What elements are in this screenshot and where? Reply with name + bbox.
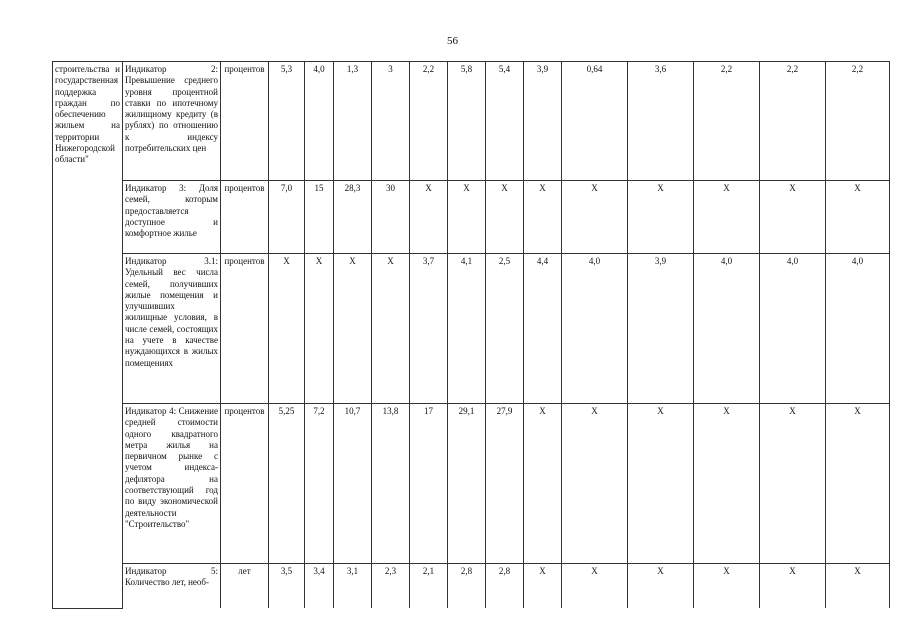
value-cell: X bbox=[760, 564, 826, 609]
value-cell: 2,8 bbox=[448, 564, 486, 609]
value-cell: 4,1 bbox=[448, 254, 486, 404]
value-cell: 5,8 bbox=[448, 62, 486, 181]
unit-cell: процентов bbox=[221, 404, 269, 564]
table-row bbox=[53, 181, 890, 254]
value-cell: 2,2 bbox=[410, 62, 448, 181]
value-cell: 0,64 bbox=[562, 62, 628, 181]
indicator-cell: Индикатор 3.1: Удельный вес числа семей, получивших жилые помещения и улучшивших жилищные условия, в числе семей, состоящих на учете в качестве нуждающихся в жилых помещениях bbox=[123, 254, 221, 404]
value-cell: X bbox=[524, 404, 562, 564]
value-cell: 2,8 bbox=[486, 564, 524, 609]
value-cell: X bbox=[826, 181, 890, 254]
value-cell: X bbox=[562, 404, 628, 564]
value-cell: 15 bbox=[305, 181, 334, 254]
value-cell: X bbox=[562, 181, 628, 254]
value-cell: X bbox=[410, 181, 448, 254]
value-cell: X bbox=[372, 254, 410, 404]
unit-cell: процентов bbox=[221, 181, 269, 254]
value-cell: 2,1 bbox=[410, 564, 448, 609]
value-cell: X bbox=[562, 564, 628, 609]
value-cell: 7,2 bbox=[305, 404, 334, 564]
value-cell: 2,2 bbox=[826, 62, 890, 181]
value-cell: 5,3 bbox=[269, 62, 305, 181]
value-cell: 2,2 bbox=[760, 62, 826, 181]
value-cell: 7,0 bbox=[269, 181, 305, 254]
page-number: 56 bbox=[447, 35, 458, 47]
value-cell: 10,7 bbox=[334, 404, 372, 564]
table-row bbox=[53, 404, 890, 564]
value-cell: 30 bbox=[372, 181, 410, 254]
value-cell: X bbox=[524, 181, 562, 254]
value-cell: 3,4 bbox=[305, 564, 334, 609]
value-cell: 4,0 bbox=[826, 254, 890, 404]
value-cell: X bbox=[628, 564, 694, 609]
value-cell: 4,0 bbox=[305, 62, 334, 181]
value-cell: X bbox=[694, 181, 760, 254]
value-cell: 1,3 bbox=[334, 62, 372, 181]
value-cell: X bbox=[826, 404, 890, 564]
value-cell: 27,9 bbox=[486, 404, 524, 564]
value-cell: X bbox=[628, 181, 694, 254]
value-cell: X bbox=[486, 181, 524, 254]
value-cell: 3,9 bbox=[524, 62, 562, 181]
unit-cell: процентов bbox=[221, 254, 269, 404]
value-cell: 3 bbox=[372, 62, 410, 181]
value-cell: 17 bbox=[410, 404, 448, 564]
indicator-cell: Индикатор 4: Снижение средней стоимости одного квадратного метра жилья на первичном рынке с учетом индекса-дефлятора на соответствующий год по виду экономической деятельности "Строительство" bbox=[123, 404, 221, 564]
value-cell: 4,0 bbox=[562, 254, 628, 404]
indicator-cell: Индикатор 5: Количество лет, необ- bbox=[123, 564, 221, 609]
indicator-cell: Индикатор 3: Доля семей, которым предоставляется доступное и комфортное жилье bbox=[123, 181, 221, 254]
value-cell: X bbox=[305, 254, 334, 404]
table-row bbox=[53, 62, 890, 181]
unit-cell: процентов bbox=[221, 62, 269, 181]
value-cell: 13,8 bbox=[372, 404, 410, 564]
goal-cell: строительства и государственная поддержка граждан по обеспечению жильем на территории Нижегородской области" bbox=[53, 62, 123, 609]
table-row bbox=[53, 254, 890, 404]
value-cell: X bbox=[760, 181, 826, 254]
value-cell: 4,0 bbox=[694, 254, 760, 404]
indicator-cell: Индикатор 2: Превышение среднего уровня процентной ставки по ипотечному жилищному кредиту (в рублях) по отношению к индексу потребительских цен bbox=[123, 62, 221, 181]
value-cell: X bbox=[826, 564, 890, 609]
value-cell: X bbox=[694, 404, 760, 564]
value-cell: 5,4 bbox=[486, 62, 524, 181]
value-cell: 2,3 bbox=[372, 564, 410, 609]
unit-cell: лет bbox=[221, 564, 269, 609]
value-cell: 5,25 bbox=[269, 404, 305, 564]
table-row bbox=[53, 564, 890, 609]
value-cell: 3,1 bbox=[334, 564, 372, 609]
value-cell: 4,0 bbox=[760, 254, 826, 404]
value-cell: X bbox=[524, 564, 562, 609]
value-cell: 29,1 bbox=[448, 404, 486, 564]
value-cell: 28,3 bbox=[334, 181, 372, 254]
value-cell: X bbox=[448, 181, 486, 254]
value-cell: X bbox=[269, 254, 305, 404]
value-cell: 4,4 bbox=[524, 254, 562, 404]
value-cell: 3,5 bbox=[269, 564, 305, 609]
value-cell: 2,2 bbox=[694, 62, 760, 181]
value-cell: 2,5 bbox=[486, 254, 524, 404]
value-cell: X bbox=[760, 404, 826, 564]
indicators-table bbox=[52, 61, 890, 609]
value-cell: X bbox=[334, 254, 372, 404]
value-cell: 3,6 bbox=[628, 62, 694, 181]
value-cell: X bbox=[628, 404, 694, 564]
value-cell: 3,9 bbox=[628, 254, 694, 404]
value-cell: 3,7 bbox=[410, 254, 448, 404]
value-cell: X bbox=[694, 564, 760, 609]
